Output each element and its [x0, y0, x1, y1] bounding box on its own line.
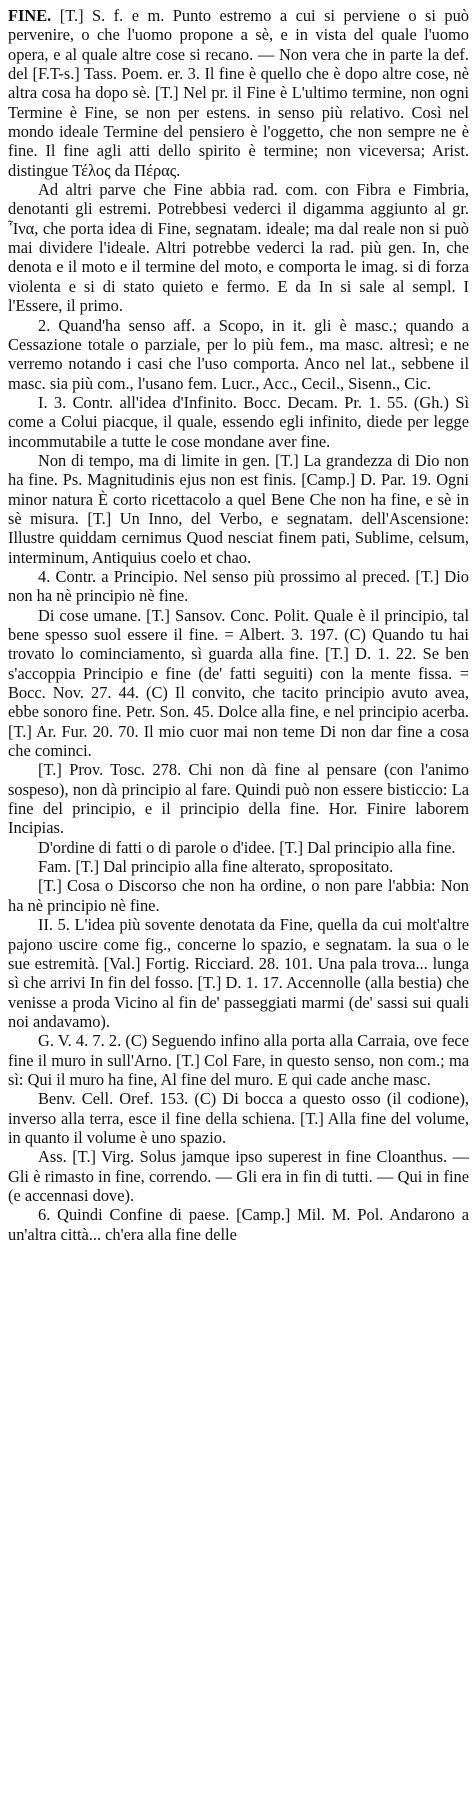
entry-paragraph: [8, 6, 469, 180]
entry-paragraph: [8, 316, 469, 393]
paragraph-text: [T.] Prov. Tosc. 278. Chi non dà fine al pensare (con l'animo sospeso), non dà principio al fare. Quindi può non essere bisticcio: La fine del principio, e il principio della fine. Hor. Finire laborem Incipias.: [8, 760, 469, 838]
dictionary-entry-fine: [8, 6, 469, 1244]
entry-paragraph: [8, 451, 469, 567]
entry-paragraph: [8, 915, 469, 1031]
paragraph-text: Ad altri parve che Fine abbia rad. com. con Fibra e Fimbria, denotanti gli estremi. Potrebbesi vederci il digamma aggiunto al gr. Ἶνα, che porta idea di Fine, segnatam. ideale; ma dal reale non si può mai dividere l'ideale. Altri potrebbe vederci la rad. più gen. In, che denota e il moto e il termine del moto, e comporta le imag. si di forza violenta e si di stato quieto e fermo. E da In si sale al sempl. I l'Essere, il primo.: [8, 180, 469, 316]
paragraph-text: II. 5. L'idea più sovente denotata da Fine, quella da cui molt'altre pajono uscire come fig., concerne lo spazio, e segnatam. la sua o le sue estremità. [Val.] Fortig. Ricciard. 28. 101. Una pala trova... lunga sì che arrivi In fin del fosso. [T.] D. 1. 17. Accennolle (alla bestia) che venisse a proda Vicino al fin de' passeggiati marmi (de' sassi sui quali noi andavamo).: [8, 915, 469, 1031]
paragraph-text: D'ordine di fatti o di parole o d'idee. [T.] Dal principio alla fine.: [38, 837, 456, 857]
paragraph-text: 6. Quindi Confine di paese. [Camp.] Mil. M. Pol. Andarono a un'altra città... ch'era alla fine delle: [8, 1205, 469, 1244]
paragraph-text: [T.] Cosa o Discorso che non ha ordine, o non pare l'abbia: Non ha nè principio nè fine.: [8, 876, 469, 915]
paragraph-text: [T.] S. f. e m. Punto estremo a cui si perviene o si può pervenire, o che l'uomo propone a sè, e in vista del quale l'uomo opera, e al quale altre cose si recano. — Non vera che in parte la def. del [F.T-s.] Tass. Poem. er. 3. Il fine è quello che è dopo altre cose, nè altra cosa ha dopo sè. [T.] Nel pr. il Fine è L'ultimo termine, non ogni Termine è Fine, se non per estens. in senso più relativo. Così nel mondo ideale Termine del pensiero è l'oggetto, che non sempre ne è fine. Il fine agli atti dello spirito è termine; non viceversa; Arist. distingue Τέλος da Πέρας.: [8, 6, 469, 180]
entry-paragraph: [8, 1147, 469, 1205]
paragraph-text: Ass. [T.] Virg. Solus jamque ipso superest in fine Cloanthus. — Gli è rimasto in fine, correndo. — Gli era in fin di tutti. — Qui in fine (e accennasi dove).: [8, 1147, 469, 1205]
entry-paragraph: [8, 760, 469, 837]
entry-paragraph: [8, 857, 469, 876]
paragraph-text: G. V. 4. 7. 2. (C) Seguendo infino alla porta alla Carraia, ove fece fine il muro in sull'Arno. [T.] Col Fare, in questo senso, non com.; ma sì: Qui il muro ha fine, Al fine del muro. E qui cade anche masc.: [8, 1031, 469, 1089]
paragraph-text: Benv. Cell. Oref. 153. (C) Di bocca a questo osso (il codione), inverso alla terra, esce il fine della schiena. [T.] Alla fine del volume, in quanto il volume è uno spazio.: [8, 1089, 469, 1147]
entry-paragraph: [8, 1089, 469, 1147]
entry-paragraph: [8, 180, 469, 315]
paragraph-text: I. 3. Contr. all'idea d'Infinito. Bocc. Decam. Pr. 1. 55. (Gh.) Sì come a Colui piacque, il quale, essendo egli infinito, diede per legge incommutabile a tutte le cose mondane aver fine.: [8, 392, 469, 451]
entry-paragraph: [8, 838, 469, 857]
paragraph-text: Di cose umane. [T.] Sansov. Conc. Polit. Quale è il principio, tal bene spesso suol essere il fine. = Albert. 3. 197. (C) Quando tu hai trovato lo cominciamento, sì guarda alla fine. [T.] D. 1. 22. Se ben s'accoppia Principio e fine (de' fatti seguiti) con la mente fissa. = Bocc. Nov. 27. 44. (C) Il convito, che tacito principio avuto avea, ebbe sonoro fine. Petr. Son. 45. Dolce alla fine, e nel principio acerba. [T.] Ar. Fur. 20. 70. Il mio cuor mai non teme Di non dar fine a cosa che cominci.: [8, 605, 469, 761]
entry-paragraph: [8, 1031, 469, 1089]
paragraph-text: 4. Contr. a Principio. Nel senso più prossimo al preced. [T.] Dio non ha nè principio nè fine.: [8, 566, 469, 606]
entry-paragraph: [8, 567, 469, 606]
lemma-headword: FINE.: [8, 6, 52, 25]
paragraph-text: Non di tempo, ma di limite in gen. [T.] La grandezza di Dio non ha fine. Ps. Magnitudinis ejus non est finis. [Camp.] D. Par. 19. Ogni minor natura È corto ricettacolo a quel Bene Che non ha fine, e sè in sè misura. [T.] Un Inno, del Verbo, e segnatam. dell'Ascensione: Illustre quiddam cernimus Quod nesciat finem pati, Sublime, celsum, interminum, Antiquius coelo et chao.: [8, 450, 469, 567]
entry-paragraph: [8, 606, 469, 761]
entry-paragraph: [8, 393, 469, 451]
entry-paragraph: [8, 1205, 469, 1244]
paragraph-text: Fam. [T.] Dal principio alla fine alterato, spropositato.: [38, 857, 394, 877]
entry-paragraph: [8, 876, 469, 915]
paragraph-text: 2. Quand'ha senso aff. a Scopo, in it. gli è masc.; quando a Cessazione totale o parziale, per lo più fem., ma masc. altresì; e ne verremo notando i casi che l'uso comporta. Anco nel lat., sebbene il masc. sia più com., l'usano fem. Lucr., Acc., Cecil., Sisenn., Cic.: [8, 315, 469, 393]
